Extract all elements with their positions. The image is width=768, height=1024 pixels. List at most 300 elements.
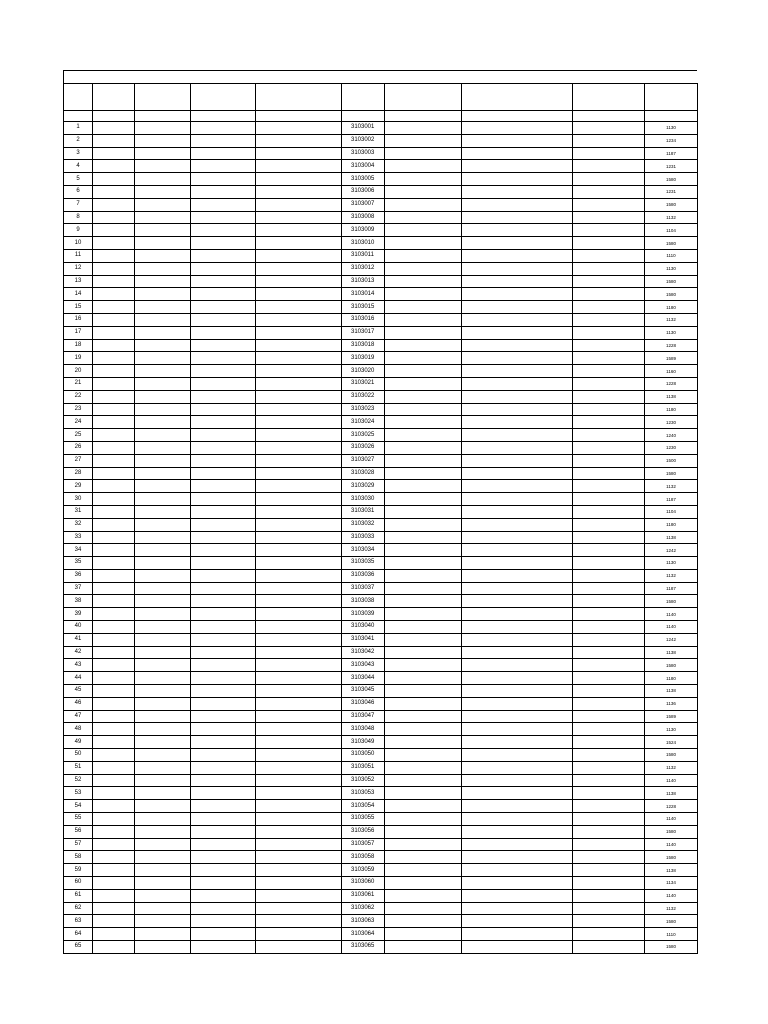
empty-cell: [256, 582, 342, 595]
empty-cell: [385, 365, 462, 378]
row-number-cell: 43: [64, 659, 93, 672]
row-number-cell: 48: [64, 723, 93, 736]
header-cell: [573, 84, 645, 111]
value-cell: 1180: [645, 301, 698, 314]
empty-cell: [191, 505, 256, 518]
row-number-cell: 7: [64, 198, 93, 211]
row-number-cell: 8: [64, 211, 93, 224]
item-code-cell: 3103065: [342, 941, 385, 954]
empty-cell: [385, 595, 462, 608]
empty-cell: [93, 275, 135, 288]
empty-cell: [462, 646, 573, 659]
empty-cell: [385, 134, 462, 147]
empty-cell: [256, 608, 342, 621]
value-cell: 1580: [645, 659, 698, 672]
value-cell: 1228: [645, 800, 698, 813]
table-row: [64, 429, 698, 442]
empty-cell: [385, 288, 462, 301]
value-cell: 1242: [645, 544, 698, 557]
empty-cell: [385, 697, 462, 710]
empty-cell: [462, 736, 573, 749]
empty-cell: [462, 122, 573, 135]
empty-cell: [462, 531, 573, 544]
table-row: [64, 915, 698, 928]
empty-cell: [256, 889, 342, 902]
empty-cell: [191, 864, 256, 877]
empty-cell: [385, 941, 462, 954]
empty-cell: [573, 454, 645, 467]
value-cell: 1240: [645, 429, 698, 442]
value-cell: 1230: [645, 416, 698, 429]
empty-cell: [135, 774, 191, 787]
table-row: [64, 326, 698, 339]
empty-cell: [573, 697, 645, 710]
empty-cell: [93, 544, 135, 557]
empty-cell: [573, 441, 645, 454]
empty-cell: [256, 505, 342, 518]
empty-cell: [573, 390, 645, 403]
value-cell: 1134: [645, 877, 698, 890]
empty-cell: [573, 915, 645, 928]
empty-cell: [135, 838, 191, 851]
empty-cell: [462, 569, 573, 582]
empty-cell: [573, 889, 645, 902]
table-row: [64, 262, 698, 275]
empty-cell: [256, 365, 342, 378]
table-row: [64, 761, 698, 774]
row-number-cell: 53: [64, 787, 93, 800]
empty-cell: [573, 198, 645, 211]
empty-cell: [93, 505, 135, 518]
empty-cell: [191, 723, 256, 736]
value-cell: 1589: [645, 352, 698, 365]
empty-cell: [135, 403, 191, 416]
empty-cell: [135, 313, 191, 326]
empty-cell: [93, 493, 135, 506]
empty-cell: [385, 173, 462, 186]
empty-cell: [462, 621, 573, 634]
empty-cell: [385, 800, 462, 813]
empty-cell: [573, 122, 645, 135]
row-number-cell: 12: [64, 262, 93, 275]
empty-cell: [462, 800, 573, 813]
empty-cell: [385, 416, 462, 429]
table-row: [64, 941, 698, 954]
empty-cell: [93, 134, 135, 147]
value-cell: 1231: [645, 160, 698, 173]
empty-cell: [573, 595, 645, 608]
empty-cell: [573, 403, 645, 416]
item-code-cell: 3103019: [342, 352, 385, 365]
row-number-cell: 63: [64, 915, 93, 928]
empty-cell: [93, 582, 135, 595]
item-code-cell: 3103043: [342, 659, 385, 672]
value-cell: 1104: [645, 505, 698, 518]
empty-cell: [191, 915, 256, 928]
empty-cell: [93, 864, 135, 877]
value-cell: 1580: [645, 198, 698, 211]
empty-cell: [93, 672, 135, 685]
empty-cell: [93, 774, 135, 787]
empty-cell: [135, 518, 191, 531]
table-row: [64, 493, 698, 506]
empty-cell: [462, 928, 573, 941]
empty-cell: [191, 480, 256, 493]
table-row: [64, 198, 698, 211]
table-row: [64, 710, 698, 723]
table-row: [64, 902, 698, 915]
row-number-cell: 3: [64, 147, 93, 160]
item-code-cell: 3103034: [342, 544, 385, 557]
spacer-cell: [342, 111, 385, 122]
empty-cell: [462, 941, 573, 954]
empty-cell: [385, 710, 462, 723]
empty-cell: [573, 518, 645, 531]
empty-cell: [256, 800, 342, 813]
item-code-cell: 3103007: [342, 198, 385, 211]
value-cell: 1136: [645, 697, 698, 710]
empty-cell: [191, 685, 256, 698]
empty-cell: [191, 441, 256, 454]
empty-cell: [462, 761, 573, 774]
empty-cell: [135, 582, 191, 595]
empty-cell: [135, 544, 191, 557]
empty-cell: [135, 633, 191, 646]
item-code-cell: 3103002: [342, 134, 385, 147]
row-number-cell: 61: [64, 889, 93, 902]
empty-cell: [256, 864, 342, 877]
empty-cell: [191, 467, 256, 480]
empty-cell: [256, 211, 342, 224]
row-number-cell: 36: [64, 569, 93, 582]
value-cell: 1132: [645, 313, 698, 326]
item-code-cell: 3103064: [342, 928, 385, 941]
table-row: [64, 928, 698, 941]
empty-cell: [256, 249, 342, 262]
empty-cell: [135, 941, 191, 954]
header-row: [64, 84, 698, 111]
spacer-cell: [64, 111, 93, 122]
empty-cell: [573, 569, 645, 582]
empty-cell: [135, 454, 191, 467]
empty-cell: [462, 774, 573, 787]
empty-cell: [573, 838, 645, 851]
empty-cell: [462, 723, 573, 736]
item-code-cell: 3103063: [342, 915, 385, 928]
table-row: [64, 122, 698, 135]
empty-cell: [385, 505, 462, 518]
empty-cell: [462, 160, 573, 173]
table-row: [64, 467, 698, 480]
empty-cell: [256, 147, 342, 160]
empty-cell: [135, 339, 191, 352]
row-number-cell: 11: [64, 249, 93, 262]
empty-cell: [573, 877, 645, 890]
table-row: [64, 339, 698, 352]
value-cell: 1140: [645, 608, 698, 621]
empty-cell: [385, 313, 462, 326]
value-cell: 1138: [645, 390, 698, 403]
empty-cell: [135, 646, 191, 659]
empty-cell: [93, 390, 135, 403]
row-number-cell: 18: [64, 339, 93, 352]
empty-cell: [385, 569, 462, 582]
empty-cell: [191, 621, 256, 634]
empty-cell: [191, 122, 256, 135]
empty-cell: [462, 544, 573, 557]
empty-cell: [256, 416, 342, 429]
item-code-cell: 3103053: [342, 787, 385, 800]
empty-cell: [93, 902, 135, 915]
empty-cell: [93, 173, 135, 186]
empty-cell: [573, 224, 645, 237]
table-row: [64, 173, 698, 186]
item-code-cell: 3103023: [342, 403, 385, 416]
empty-cell: [135, 710, 191, 723]
item-code-cell: 3103056: [342, 825, 385, 838]
empty-cell: [462, 749, 573, 762]
empty-cell: [93, 429, 135, 442]
table-row: [64, 518, 698, 531]
item-code-cell: 3103011: [342, 249, 385, 262]
table-row: [64, 211, 698, 224]
row-number-cell: 17: [64, 326, 93, 339]
empty-cell: [256, 377, 342, 390]
empty-cell: [93, 403, 135, 416]
empty-cell: [135, 211, 191, 224]
item-code-cell: 3103032: [342, 518, 385, 531]
row-number-cell: 65: [64, 941, 93, 954]
empty-cell: [135, 825, 191, 838]
empty-cell: [462, 518, 573, 531]
empty-cell: [573, 544, 645, 557]
row-number-cell: 50: [64, 749, 93, 762]
row-number-cell: 54: [64, 800, 93, 813]
empty-cell: [573, 134, 645, 147]
empty-cell: [93, 928, 135, 941]
item-code-cell: 3103058: [342, 851, 385, 864]
row-number-cell: 30: [64, 493, 93, 506]
empty-cell: [191, 518, 256, 531]
empty-cell: [385, 403, 462, 416]
empty-cell: [385, 480, 462, 493]
empty-cell: [93, 185, 135, 198]
empty-cell: [135, 813, 191, 826]
empty-cell: [191, 454, 256, 467]
empty-cell: [135, 480, 191, 493]
table-row: [64, 774, 698, 787]
empty-cell: [93, 518, 135, 531]
item-code-cell: 3103004: [342, 160, 385, 173]
empty-cell: [191, 800, 256, 813]
value-cell: 1130: [645, 723, 698, 736]
value-cell: 1580: [645, 749, 698, 762]
empty-cell: [573, 761, 645, 774]
empty-cell: [385, 838, 462, 851]
item-code-cell: 3103021: [342, 377, 385, 390]
row-number-cell: 20: [64, 365, 93, 378]
empty-cell: [462, 697, 573, 710]
empty-cell: [385, 659, 462, 672]
empty-cell: [573, 685, 645, 698]
empty-cell: [573, 787, 645, 800]
title-left-border: [63, 70, 64, 83]
table-row: [64, 416, 698, 429]
row-number-cell: 23: [64, 403, 93, 416]
table-row: [64, 185, 698, 198]
empty-cell: [573, 275, 645, 288]
spacer-cell: [645, 111, 698, 122]
table-row: [64, 557, 698, 570]
table-row: [64, 621, 698, 634]
empty-cell: [256, 697, 342, 710]
table-row: [64, 569, 698, 582]
empty-cell: [573, 160, 645, 173]
empty-cell: [191, 134, 256, 147]
empty-cell: [191, 429, 256, 442]
empty-cell: [135, 441, 191, 454]
empty-cell: [385, 326, 462, 339]
empty-cell: [385, 467, 462, 480]
item-code-cell: 3103035: [342, 557, 385, 570]
empty-cell: [93, 621, 135, 634]
row-number-cell: 31: [64, 505, 93, 518]
table-row: [64, 672, 698, 685]
empty-cell: [573, 339, 645, 352]
empty-cell: [256, 723, 342, 736]
empty-cell: [462, 582, 573, 595]
empty-cell: [256, 339, 342, 352]
empty-cell: [191, 390, 256, 403]
value-cell: 1132: [645, 569, 698, 582]
empty-cell: [93, 685, 135, 698]
empty-cell: [191, 493, 256, 506]
empty-cell: [135, 134, 191, 147]
empty-cell: [256, 749, 342, 762]
item-code-cell: 3103010: [342, 237, 385, 250]
empty-cell: [385, 621, 462, 634]
empty-cell: [191, 851, 256, 864]
empty-cell: [256, 787, 342, 800]
empty-cell: [573, 480, 645, 493]
value-cell: 1234: [645, 134, 698, 147]
empty-cell: [191, 198, 256, 211]
empty-cell: [462, 851, 573, 864]
empty-cell: [385, 633, 462, 646]
empty-cell: [191, 928, 256, 941]
value-cell: 1580: [645, 941, 698, 954]
empty-cell: [135, 877, 191, 890]
empty-cell: [256, 557, 342, 570]
empty-cell: [573, 813, 645, 826]
empty-cell: [191, 582, 256, 595]
value-cell: 1132: [645, 480, 698, 493]
empty-cell: [256, 454, 342, 467]
empty-cell: [135, 902, 191, 915]
empty-cell: [93, 454, 135, 467]
value-cell: 1132: [645, 761, 698, 774]
item-code-cell: 3103018: [342, 339, 385, 352]
empty-cell: [573, 749, 645, 762]
empty-cell: [385, 493, 462, 506]
empty-cell: [573, 301, 645, 314]
spacer-row: [64, 111, 698, 122]
empty-cell: [191, 838, 256, 851]
empty-cell: [256, 838, 342, 851]
empty-cell: [135, 621, 191, 634]
empty-cell: [462, 326, 573, 339]
empty-cell: [462, 659, 573, 672]
empty-cell: [93, 825, 135, 838]
empty-cell: [256, 621, 342, 634]
header-cell: [462, 84, 573, 111]
empty-cell: [93, 800, 135, 813]
empty-cell: [462, 877, 573, 890]
empty-cell: [135, 493, 191, 506]
empty-cell: [256, 480, 342, 493]
table-row: [64, 224, 698, 237]
empty-cell: [135, 147, 191, 160]
empty-cell: [93, 710, 135, 723]
value-cell: 1228: [645, 339, 698, 352]
empty-cell: [462, 608, 573, 621]
empty-cell: [135, 288, 191, 301]
empty-cell: [93, 339, 135, 352]
empty-cell: [93, 608, 135, 621]
empty-cell: [93, 147, 135, 160]
empty-cell: [385, 851, 462, 864]
item-code-cell: 3103051: [342, 761, 385, 774]
row-number-cell: 32: [64, 518, 93, 531]
table-row: [64, 877, 698, 890]
value-cell: 1130: [645, 557, 698, 570]
row-number-cell: 62: [64, 902, 93, 915]
table-row: [64, 377, 698, 390]
empty-cell: [191, 211, 256, 224]
empty-cell: [462, 147, 573, 160]
empty-cell: [462, 377, 573, 390]
empty-cell: [573, 621, 645, 634]
value-cell: 1138: [645, 864, 698, 877]
empty-cell: [135, 505, 191, 518]
value-cell: 1580: [645, 851, 698, 864]
empty-cell: [135, 160, 191, 173]
empty-cell: [573, 851, 645, 864]
item-code-cell: 3103055: [342, 813, 385, 826]
item-code-cell: 3103033: [342, 531, 385, 544]
item-code-cell: 3103003: [342, 147, 385, 160]
row-number-cell: 26: [64, 441, 93, 454]
empty-cell: [93, 838, 135, 851]
empty-cell: [462, 493, 573, 506]
item-code-cell: 3103031: [342, 505, 385, 518]
table-row: [64, 685, 698, 698]
empty-cell: [191, 339, 256, 352]
item-code-cell: 3103025: [342, 429, 385, 442]
empty-cell: [385, 160, 462, 173]
table-row: [64, 147, 698, 160]
empty-cell: [191, 275, 256, 288]
empty-cell: [256, 685, 342, 698]
empty-cell: [385, 429, 462, 442]
empty-cell: [93, 313, 135, 326]
empty-cell: [93, 557, 135, 570]
item-code-cell: 3103037: [342, 582, 385, 595]
empty-cell: [256, 429, 342, 442]
empty-cell: [135, 237, 191, 250]
empty-cell: [385, 390, 462, 403]
row-number-cell: 22: [64, 390, 93, 403]
